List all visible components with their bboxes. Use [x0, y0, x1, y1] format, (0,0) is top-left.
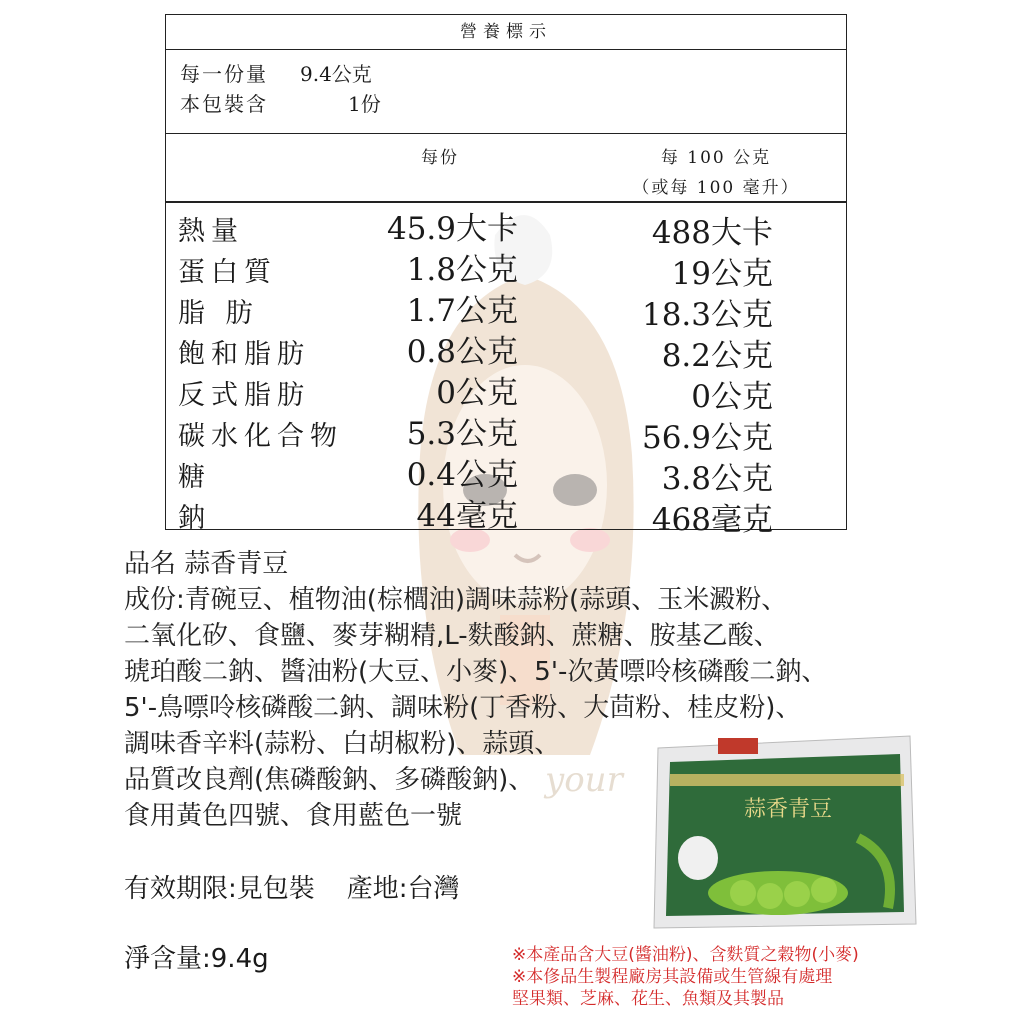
column-header-per-100-line1: 每 100 公克: [660, 148, 772, 168]
nutrition-table: [165, 14, 847, 538]
warning-line: ※本產品含大豆(醬油粉)、含麩質之穀物(小麥): [512, 945, 859, 965]
serving-size-row: [180, 59, 381, 89]
nutrient-name: 蛋白質: [178, 257, 277, 288]
ingredients-line: 食用黃色四號、食用藍色一號: [124, 801, 463, 831]
per-serving-value: 0公克: [436, 375, 518, 411]
ingredients-line: 琥珀酸二鈉、醬油粉(大豆、小麥)、5'-次黃嘌呤核磷酸二鈉、: [124, 657, 828, 687]
nutrition-rows: [166, 203, 846, 538]
pack-count-row: [180, 89, 381, 119]
nutrient-name: 脂 肪: [178, 298, 259, 329]
nutrition-row: [166, 408, 846, 456]
warning-line: ※本俢品生製程廠房其設備或生管線有處理: [512, 967, 833, 987]
column-header-per-100: [596, 143, 836, 203]
pack-count-value: 1份: [348, 92, 381, 116]
per-100-value: 0公克: [691, 379, 773, 415]
warning-line: 堅果類、芝麻、花生、魚類及其製品: [512, 989, 784, 1009]
per-serving-value: 45.9大卡: [386, 211, 518, 247]
per-100-value: 19公克: [671, 256, 773, 292]
expiry-text: 有效期限:見包裝: [124, 874, 315, 904]
per-100-value: 8.2公克: [661, 338, 773, 374]
per-100-value: 3.8公克: [661, 461, 773, 497]
serving-size-value: 9.4公克: [300, 62, 372, 86]
nutrition-row: [166, 367, 846, 415]
per-100-value: 56.9公克: [641, 420, 773, 456]
ingredients-line: 二氧化矽、食鹽、麥芽糊精,L-麩酸鈉、蔗糖、胺基乙酸、: [124, 621, 780, 651]
nutrient-name: 鈉: [178, 503, 211, 534]
divider: [166, 133, 846, 134]
per-serving-value: 0.8公克: [406, 334, 518, 370]
nutrition-row: [166, 490, 846, 538]
ingredients-line: 成份:青碗豆、植物油(棕櫚油)調味蒜粉(蒜頭、玉米澱粉、: [124, 585, 788, 615]
allergen-warning: [512, 944, 859, 1010]
nutrient-name: 糖: [178, 462, 211, 493]
ingredients-line: 5'-鳥嘌呤核磷酸二鈉、調味粉(丁香粉、大茴粉、桂皮粉)、: [124, 693, 802, 723]
nutrition-title: 營養標示: [166, 15, 846, 50]
per-serving-value: 0.4公克: [406, 457, 518, 493]
pack-count-label: 本包裝含: [180, 92, 268, 116]
nutrient-name: 碳水化合物: [178, 421, 343, 452]
per-100-value: 488大卡: [651, 215, 773, 251]
per-serving-value: 5.3公克: [406, 416, 518, 452]
nutrition-row: [166, 449, 846, 497]
product-name: 品名 蒜香青豆: [124, 549, 289, 579]
net-weight: 淨含量:9.4g: [124, 944, 269, 974]
origin-text: 產地:台灣: [346, 874, 460, 904]
per-100-value: 18.3公克: [641, 297, 773, 333]
expiry-origin: [124, 868, 460, 905]
column-header-per-100-line2: （或每 100 毫升）: [632, 178, 800, 198]
ingredients-line: 調味香辛料(蒜粉、白胡椒粉)、蒜頭、: [124, 729, 561, 759]
product-package-image: [648, 728, 920, 932]
per-serving-value: 1.7公克: [406, 293, 518, 329]
per-100-value: 468毫克: [651, 502, 773, 538]
per-serving-value: 44毫克: [416, 498, 518, 534]
nutrient-name: 反式脂肪: [178, 380, 310, 411]
nutrition-row: [166, 285, 846, 333]
ingredients-line: 品質改良劑(焦磷酸鈉、多磷酸鈉)、: [124, 765, 535, 795]
per-serving-value: 1.8公克: [406, 252, 518, 288]
nutrition-row: [166, 326, 846, 374]
serving-size-label: 每一份量: [180, 62, 268, 86]
package-label: 蒜香青豆: [743, 797, 833, 822]
watermark-text: your: [545, 760, 623, 800]
column-header-per-serving: 每份: [421, 148, 459, 168]
nutrition-row: [166, 203, 846, 251]
serving-info: [180, 59, 381, 119]
nutrition-row: [166, 244, 846, 292]
nutrient-name: 飽和脂肪: [178, 339, 310, 370]
nutrient-name: 熱量: [178, 216, 244, 247]
